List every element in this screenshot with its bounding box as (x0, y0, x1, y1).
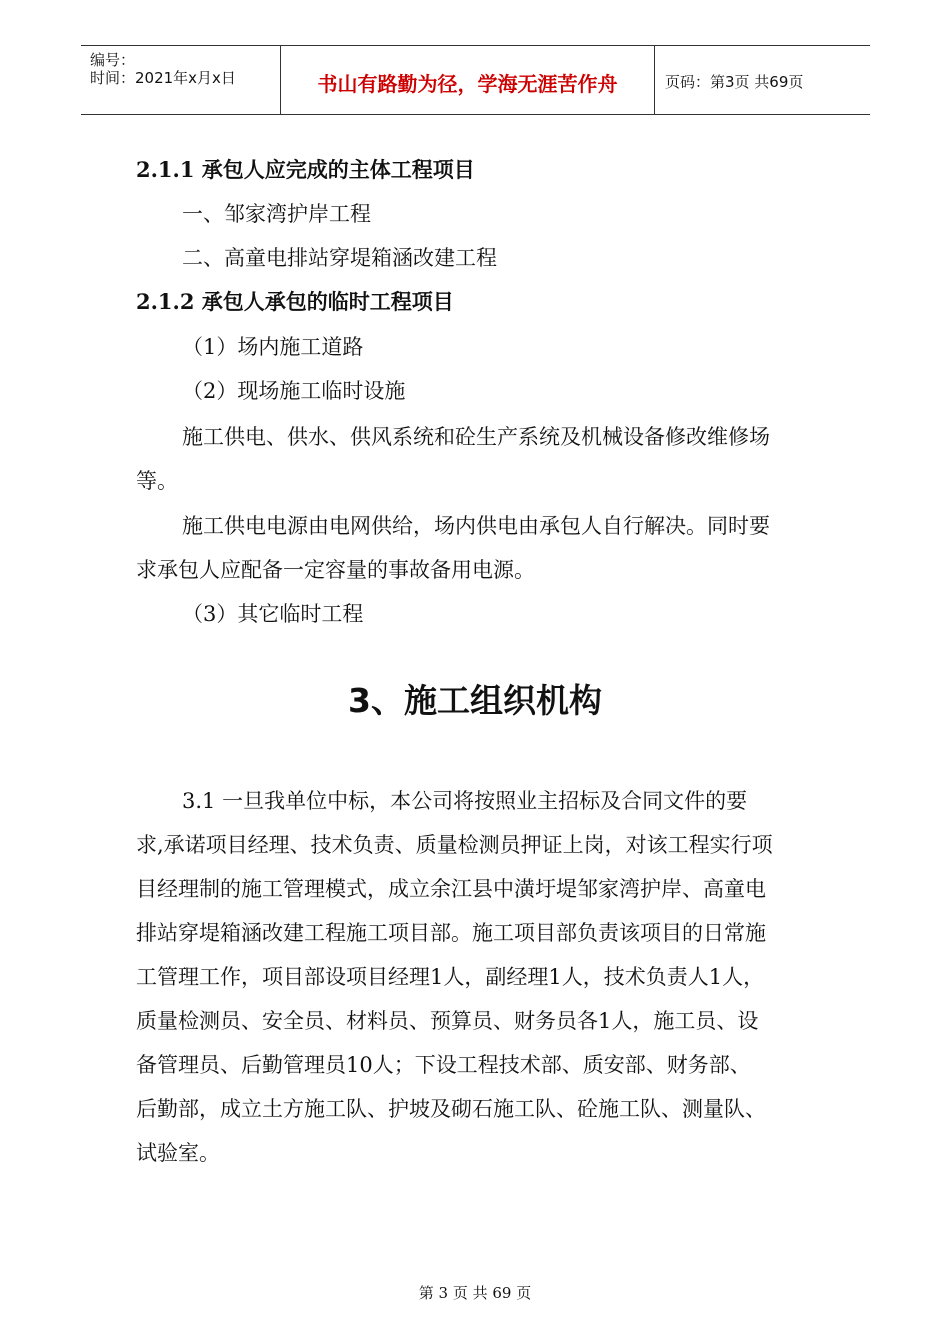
header-motto: 书山有路勤为径，学海无涯苦作舟 (317, 72, 618, 96)
section-2-1-2-item-2: （2）现场施工临时设施 (182, 379, 406, 403)
section-3-1-line: 工管理工作，项目部设项目经理1人，副经理1人，技术负责人1人， (136, 965, 765, 989)
paragraph-supply-line-1: 施工供电、供水、供风系统和砼生产系统及机械设备修改维修场 (182, 425, 770, 449)
section-3-heading: 3、施工组织机构 (348, 681, 602, 720)
header-page-info: 页码：第3页 共69页 (665, 73, 804, 91)
paragraph-power-line-2: 求承包人应配备一定容量的事故备用电源。 (136, 558, 535, 582)
section-3-1-line: 后勤部，成立土方施工队、护坡及砌石施工队、砼施工队、测量队、 (136, 1097, 766, 1121)
section-2-1-2-title: 2.1.2 承包人承包的临时工程项目 (136, 289, 454, 314)
section-2-1-1-item-1: 一、邹家湾护岸工程 (182, 202, 371, 226)
page-header (81, 45, 870, 115)
section-2-1-1-title: 2.1.1 承包人应完成的主体工程项目 (136, 157, 475, 182)
section-3-1-line: 求,承诺项目经理、技术负责、质量检测员押证上岗，对该工程实行项 (136, 833, 773, 857)
section-3-1-line: 3.1 一旦我单位中标，本公司将按照业主招标及合同文件的要 (182, 789, 748, 813)
header-motto-cell (281, 46, 655, 114)
section-3-1-line: 试验室。 (136, 1141, 220, 1165)
section-2-1-2-item-1: （1）场内施工道路 (182, 335, 364, 359)
section-2-1-1-item-2: 二、高童电排站穿堤箱涵改建工程 (182, 246, 497, 270)
page-footer: 第 3 页 共 69 页 (418, 1284, 532, 1302)
section-3-1-line: 备管理员、后勤管理员10人；下设工程技术部、质安部、财务部、 (136, 1053, 751, 1077)
paragraph-supply-line-2: 等。 (136, 469, 178, 493)
section-3-1-line: 目经理制的施工管理模式，成立余江县中潢圩堤邹家湾护岸、高童电 (136, 877, 766, 901)
document-date-label: 时间：2021年x月x日 (90, 69, 236, 87)
section-2-1-2-item-3: （3）其它临时工程 (182, 602, 364, 626)
section-3-1-line: 排站穿堤箱涵改建工程施工项目部。施工项目部负责该项目的日常施 (136, 921, 766, 945)
header-page-cell (655, 46, 870, 114)
section-3-1-line: 质量检测员、安全员、材料员、预算员、财务员各1人，施工员、设 (136, 1009, 759, 1033)
header-info-cell (81, 46, 281, 114)
document-number-label: 编号： (90, 51, 136, 69)
paragraph-power-line-1: 施工供电电源由电网供给，场内供电由承包人自行解决。同时要 (182, 514, 770, 538)
